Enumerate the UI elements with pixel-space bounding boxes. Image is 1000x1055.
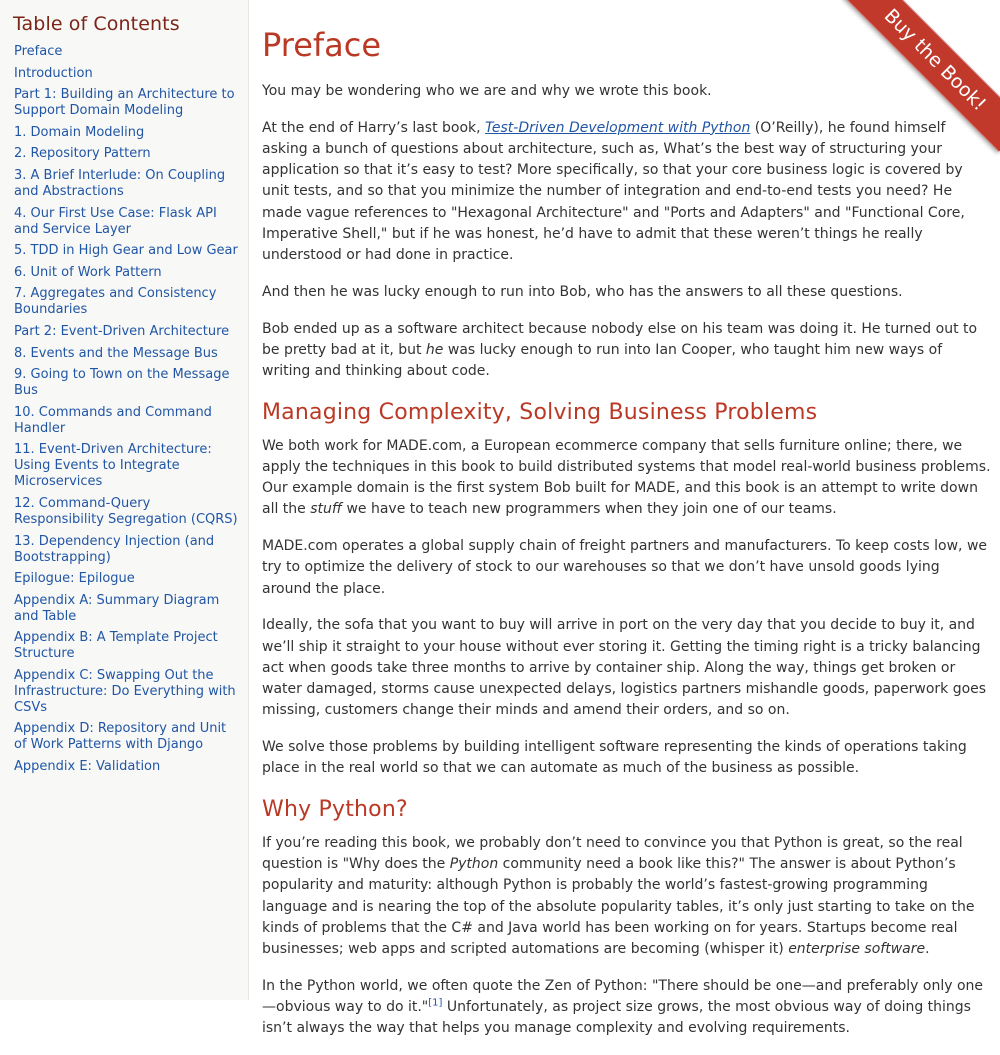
toc-link[interactable]: 6. Unit of Work Pattern [14,264,162,280]
page-title: Preface [262,26,382,64]
toc-link[interactable]: 5. TDD in High Gear and Low Gear [14,243,238,259]
paragraph-harry-book [262,118,992,266]
paragraph-made-com [262,436,992,521]
toc-link[interactable]: 12. Command-Query Responsibility Segregation (CQRS) [14,495,238,527]
toc-item [14,243,240,259]
emphasis: enterprise software [788,941,926,958]
toc-item [14,534,240,566]
toc-item [14,346,240,362]
text-span: At the end of Harry’s last book, [262,119,486,136]
toc-item [14,630,240,662]
toc-item [14,206,240,238]
toc-link[interactable]: 7. Aggregates and Consistency Boundaries [14,286,217,318]
toc-item [14,44,240,60]
toc-item [14,66,240,82]
table-of-contents-sidebar [0,0,249,1000]
toc-item [14,367,240,399]
section-heading-managing-complexity: Managing Complexity, Solving Business Problems [262,399,818,425]
toc-item [14,759,240,775]
toc-item [14,571,240,587]
toc-link[interactable]: Epilogue: Epilogue [14,571,135,587]
footnote-ref[interactable]: [1] [428,997,443,1009]
toc-item [14,286,240,318]
toc-link[interactable]: Appendix C: Swapping Out the Infrastructure: Do Everything with CSVs [14,667,236,715]
text-span: (O’Reilly), he found himself asking a bunch of questions about architecture, such as, What’s the best way of structuring your application so that it’s easy to test? More specifically, so that your core business logic is covered by unit tests, and so that you minimize the number of integration and end-to-end tests you need? He made vague references to "Hexagonal Architecture" and "Ports and Adapters" and "Functional Core, Imperative Shell," but if he was honest, he’d have to admit that these weren’t things he really understood or had done in practice. [262,119,965,264]
paragraph-sofa: Ideally, the sofa that you want to buy will arrive in port on the very day that you decide to buy it, and we’ll ship it straight to your house without ever storing it. Getting the timing right is a tricky balancing act when goods take three months to arrive by container ship. Along the way, things get broken or water damaged, storms cause unexpected delays, logistics partners mishandle goods, paperwork goes missing, customers change their minds and amend their orders, and so on. [262,617,987,719]
toc-link[interactable]: Part 2: Event-Driven Architecture [14,323,230,339]
toc-item [14,324,240,340]
toc-item [14,405,240,437]
toc-item [14,265,240,281]
toc-item [14,168,240,200]
text-span: If you’re reading this book, we probably don’t need to convince you that Python is great, so the real question is "Why does the [262,835,963,873]
text-span: Unfortunately, as project size grows, the most obvious way of doing things isn’t always the way that helps you manage complexity and evolving requirements. [262,999,971,1037]
paragraph-zen-of-python [262,976,992,1040]
emphasis: Python [449,856,499,873]
text-span: . [925,941,930,958]
toc-link[interactable]: 8. Events and the Message Bus [14,345,218,361]
toc-link[interactable]: Appendix E: Validation [14,759,161,775]
paragraph-python-popularity [262,833,992,960]
text-span: we have to teach new programmers when they join one of our teams. [342,501,837,518]
toc-link[interactable]: Appendix D: Repository and Unit of Work Patterns with Django [14,721,227,753]
text-span: Bob ended up as a software architect because nobody else on his team was doing it. He turned out to be pretty bad at it, but [262,320,978,358]
text-span: In the Python world, we often quote the Zen of Python: "There should be one—and preferably only one—obvious way to do it." [262,977,984,1016]
toc-item [14,125,240,141]
toc-link[interactable]: Part 1: Building an Architecture to Support Domain Modeling [14,87,235,119]
emphasis: he [425,341,444,358]
emphasis: stuff [310,501,342,518]
buy-the-book-ribbon[interactable]: Buy the Book! [843,0,1000,152]
text-span: We both work for MADE.com, a European ecommerce company that sells furniture online; there, we apply the techniques in this book to build distributed systems that model real-world business problems. Our example domain is the first system Bob built for MADE, and this book is an attempt to write down all the [262,437,991,518]
toc-link[interactable]: 13. Dependency Injection (and Bootstrapping) [14,533,215,565]
toc-link[interactable]: 9. Going to Town on the Message Bus [14,367,230,399]
section-heading-why-python: Why Python? [262,797,408,823]
toc-list [13,44,240,775]
toc-link[interactable]: Preface [14,44,63,59]
paragraph-bob-architect [262,319,992,383]
toc-item [14,496,240,528]
toc-item [14,87,240,119]
toc-item [14,146,240,162]
text-span: community need a book like this?" The answer is about Python’s popularity and maturity: although Python is probably the world’s fastest-growing programming language and is nearing the top of the absolute popularity tables, it’s only just starting to take on the kinds of problems that the C# and Java world has been working on for years. Startups become real businesses; web apps and scripted automations are becoming (whisper it) [262,856,975,958]
toc-item [14,442,240,490]
toc-link[interactable]: 1. Domain Modeling [14,124,145,140]
paragraph-intro: You may be wondering who we are and why we wrote this book. [262,83,712,99]
toc-link[interactable]: Introduction [14,65,93,81]
toc-link[interactable]: 4. Our First Use Case: Flask API and Service Layer [14,205,217,237]
main-content [262,0,992,1055]
toc-link[interactable]: Appendix A: Summary Diagram and Table [14,592,220,624]
paragraph-supply-chain: MADE.com operates a global supply chain of freight partners and manufacturers. To keep costs low, we try to optimize the delivery of stock to our warehouses so that we don’t have unsold goods lying around the place. [262,538,988,597]
toc-link[interactable]: 10. Commands and Command Handler [14,404,212,436]
toc-link[interactable]: 3. A Brief Interlude: On Coupling and Abstractions [14,167,226,199]
paragraph-solve-problems: We solve those problems by building intelligent software representing the kinds of operations taking place in the real world so that we can automate as much of the business as possible. [262,739,967,777]
toc-item [14,668,240,716]
book-link[interactable]: Test-Driven Development with Python [485,119,751,136]
toc-item [14,593,240,625]
toc-link[interactable]: 2. Repository Pattern [14,146,151,162]
toc-link[interactable]: 11. Event-Driven Architecture: Using Events to Integrate Microservices [14,442,212,490]
paragraph-bob: And then he was lucky enough to run into Bob, who has the answers to all these questions. [262,283,903,300]
text-span: was lucky enough to run into Ian Cooper, who taught him new ways of writing and thinking about code. [262,341,943,380]
toc-item [14,721,240,753]
toc-title: Table of Contents [13,13,180,35]
toc-link[interactable]: Appendix B: A Template Project Structure [14,630,218,662]
